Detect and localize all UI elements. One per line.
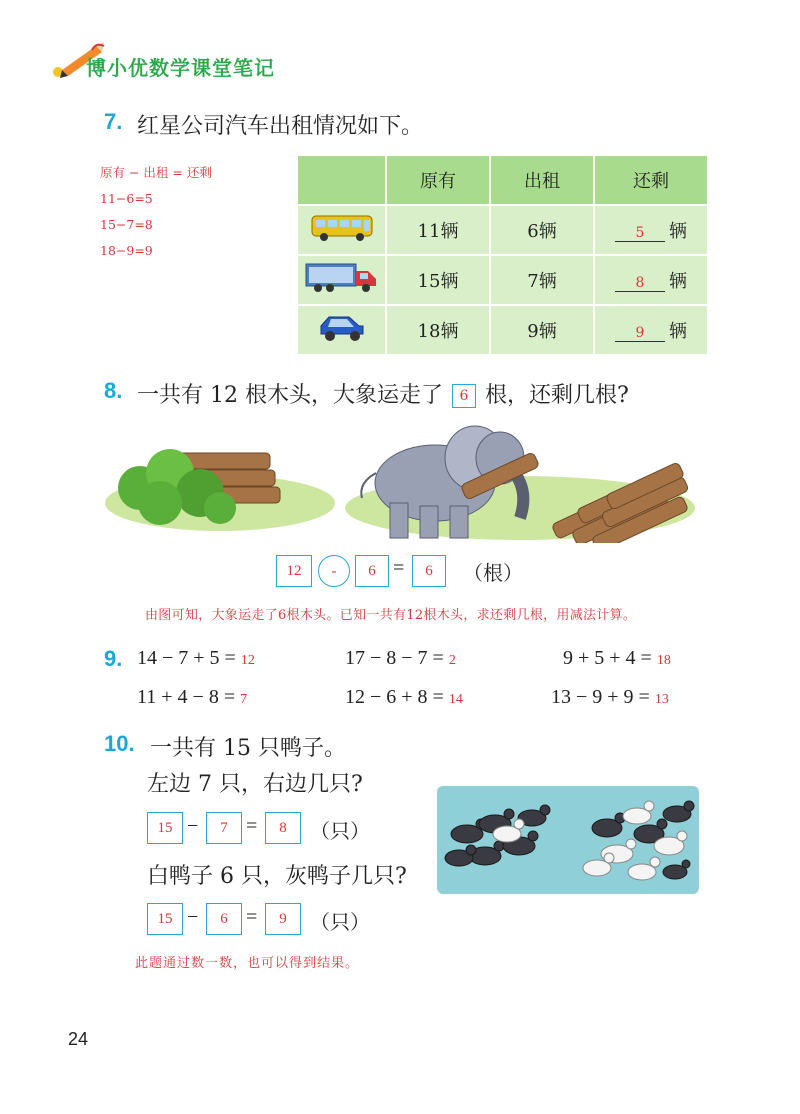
q10-note: 此题通过数一数，也可以得到结果。 — [135, 956, 360, 971]
q7-note-line: 原有 − 出租 = 还剩 — [100, 165, 212, 180]
rent-cell: 9辆 — [490, 305, 594, 355]
q10-title: 一共有 15 只鸭子。 — [150, 736, 346, 761]
q8-eq-unit: （根） — [463, 561, 523, 585]
q9-answer: 2 — [448, 653, 456, 668]
q7-title: 红星公司汽车出租情况如下。 — [137, 114, 424, 139]
q10-eq2-b: 6 — [206, 903, 242, 935]
table-header-vehicle — [297, 155, 386, 205]
q9-answer: 14 — [448, 692, 463, 707]
unit-label: 辆 — [669, 271, 687, 292]
q7-note-line: 11−6=5 — [100, 191, 153, 206]
q8-eq-op-circle — [318, 555, 350, 587]
q10-sub1: 左边 7 只，右边几只? — [147, 772, 363, 797]
q8-eq-op: - — [331, 562, 337, 580]
q9-expr: 13 − 9 + 9 = — [551, 686, 650, 708]
q10-eq1-a: 15 — [147, 812, 183, 844]
left-answer: 5 — [615, 225, 665, 242]
q9-item — [551, 686, 669, 709]
q9-number: 9. — [104, 646, 123, 671]
bus-icon — [310, 213, 374, 243]
q9-item — [137, 686, 247, 709]
q9-answer: 13 — [654, 692, 669, 707]
q10-number: 10. — [104, 731, 135, 756]
logo-text: 博小优数学课堂笔记 — [86, 56, 275, 80]
q9-item — [563, 647, 671, 670]
left-answer: 8 — [615, 275, 665, 292]
q8-eq-c: 6 — [412, 555, 446, 587]
q10-eq2-op: − — [187, 906, 199, 928]
left-cell — [594, 255, 708, 305]
q10-eq1-equals: = — [246, 815, 258, 837]
q9-item — [345, 647, 456, 670]
left-cell — [594, 305, 708, 355]
q9-answer: 12 — [240, 653, 255, 668]
q7-note-line: 15−7=8 — [100, 217, 153, 232]
have-cell: 18辆 — [386, 305, 490, 355]
q8-title-b: 根，还剩几根? — [484, 383, 629, 408]
rent-cell: 7辆 — [490, 255, 594, 305]
table-header-rent: 出租 — [490, 155, 594, 205]
q9-expr: 9 + 5 + 4 = — [563, 647, 652, 669]
left-answer: 9 — [615, 325, 665, 342]
q7-notes — [100, 160, 212, 264]
q9-item — [345, 686, 463, 709]
table-header-have: 原有 — [386, 155, 490, 205]
q10-eq1-b: 7 — [206, 812, 242, 844]
q8-eq-equals: = — [393, 557, 405, 579]
q9-item — [137, 647, 255, 670]
car-icon — [317, 312, 367, 344]
q8-title-a: 一共有 12 根木头，大象运走了 — [137, 383, 443, 408]
q10-eq2-unit: （只） — [310, 910, 370, 934]
q10-eq2-equals: = — [246, 906, 258, 928]
q10-eq1-op: − — [187, 815, 199, 837]
unit-label: 辆 — [669, 321, 687, 342]
table-header-row — [297, 155, 708, 205]
truck-icon — [304, 261, 380, 295]
q10-eq1-c: 8 — [265, 812, 301, 844]
table-row — [297, 305, 708, 355]
q10-eq2-c: 9 — [265, 903, 301, 935]
header-logo — [48, 40, 308, 86]
q8-note: 由图可知，大象运走了6根木头。已知一共有12根木头，求还剩几根，用减法计算。 — [145, 608, 637, 623]
q9-expr: 11 + 4 − 8 = — [137, 686, 236, 708]
left-cell — [594, 205, 708, 255]
q8-number: 8. — [104, 378, 123, 403]
page-number: 24 — [68, 1029, 89, 1049]
q8-eq-b: 6 — [355, 555, 389, 587]
q9-expr: 17 − 8 − 7 = — [345, 647, 444, 669]
ducks-illustration — [437, 786, 699, 894]
q10-eq1-unit: （只） — [310, 819, 370, 843]
q9-answer: 18 — [656, 653, 671, 668]
q8-title — [137, 378, 629, 409]
q9-expr: 14 − 7 + 5 = — [137, 647, 236, 669]
elephant-logs-illustration — [100, 418, 700, 543]
rental-table — [296, 154, 709, 356]
q8-eq-a: 12 — [276, 555, 312, 587]
q7-number: 7. — [104, 109, 123, 134]
vehicle-cell — [297, 205, 386, 255]
have-cell: 15辆 — [386, 255, 490, 305]
q10-sub2: 白鸭子 6 只，灰鸭子几只? — [147, 864, 407, 889]
q7-note-line: 18−9=9 — [100, 243, 153, 258]
q9-answer: 7 — [240, 692, 248, 707]
q9-expr: 12 − 6 + 8 = — [345, 686, 444, 708]
q8-title-box: 6 — [452, 384, 476, 408]
table-row — [297, 205, 708, 255]
table-header-left: 还剩 — [594, 155, 708, 205]
vehicle-cell — [297, 255, 386, 305]
table-row — [297, 255, 708, 305]
q10-eq2-a: 15 — [147, 903, 183, 935]
have-cell: 11辆 — [386, 205, 490, 255]
rent-cell: 6辆 — [490, 205, 594, 255]
vehicle-cell — [297, 305, 386, 355]
unit-label: 辆 — [669, 221, 687, 242]
